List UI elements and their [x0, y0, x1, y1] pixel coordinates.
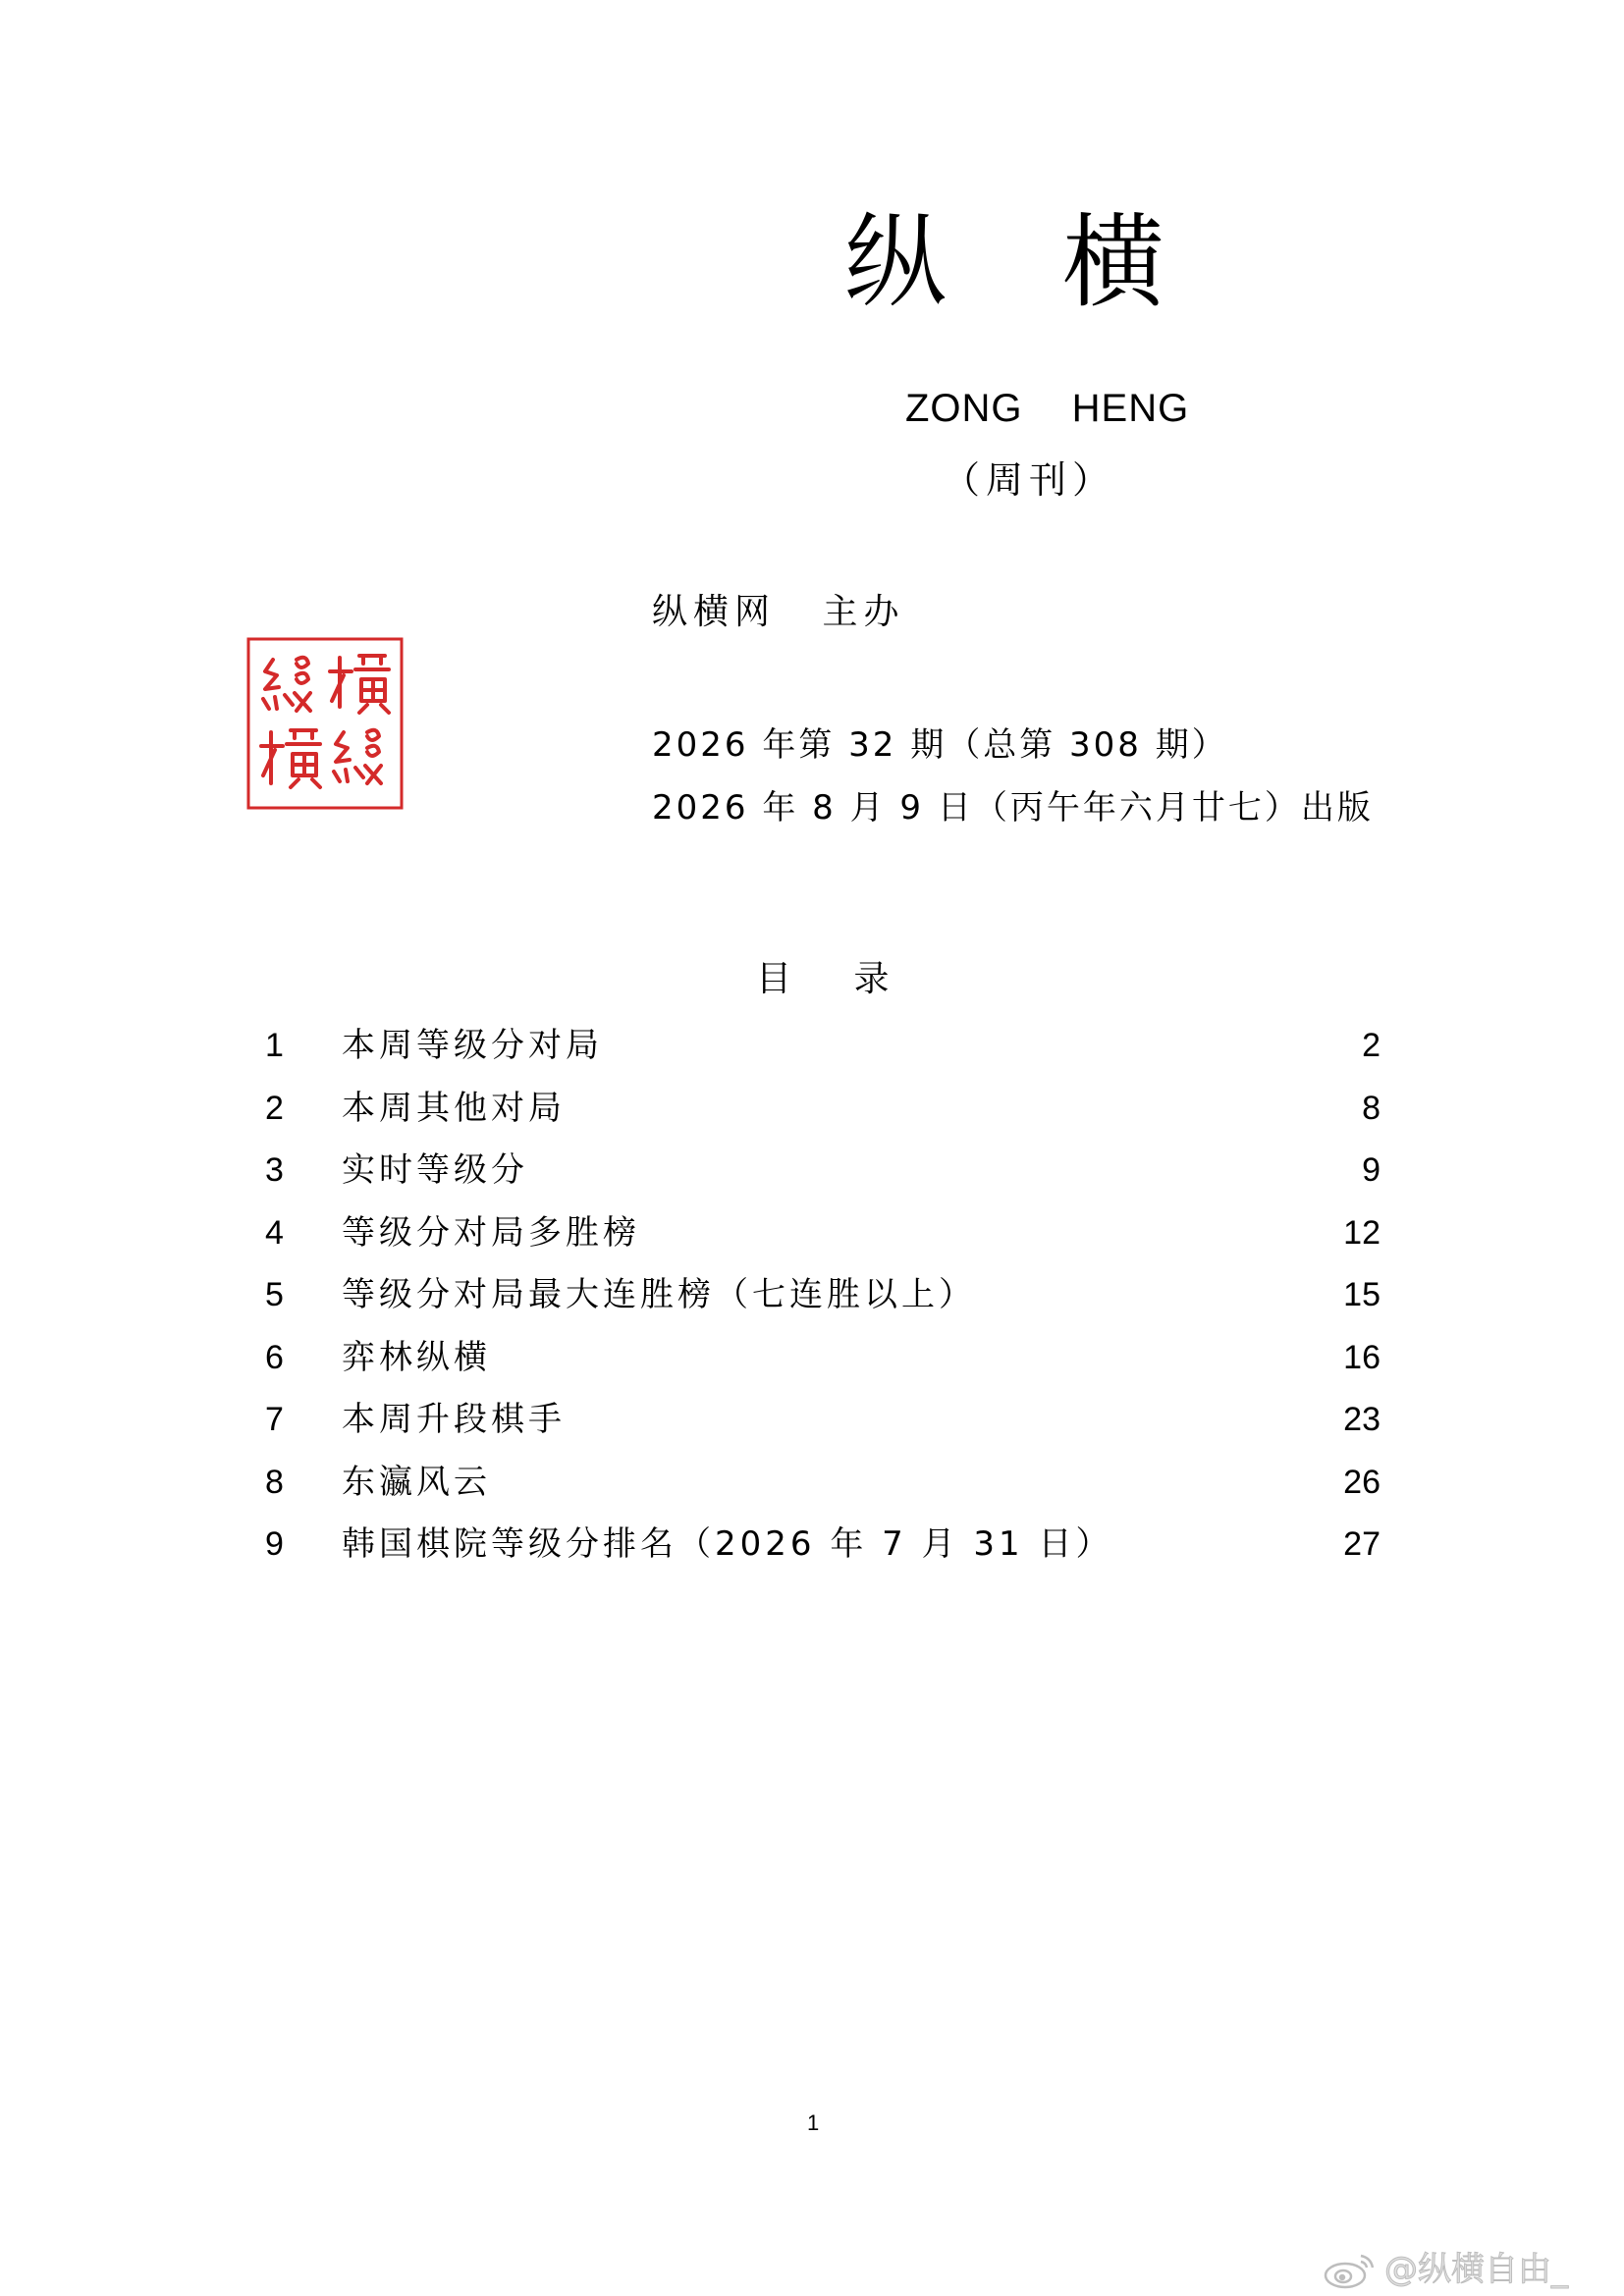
toc-entry-title: 本周等级分对局	[342, 1026, 603, 1065]
toc-entry-page: 26	[1343, 1463, 1380, 1501]
toc-entry-title: 实时等级分	[342, 1150, 528, 1190]
toc-entry-page: 2	[1362, 1027, 1380, 1064]
publication-date: 2026 年 8 月 9 日（丙午年六月廿七）出版	[652, 788, 1374, 828]
toc-entry-page: 23	[1343, 1401, 1380, 1438]
toc-entry-page: 15	[1343, 1276, 1380, 1313]
toc-entry[interactable]	[265, 1150, 1380, 1213]
toc-entry-number: 7	[265, 1401, 284, 1438]
watermark-handle: @纵横自由_	[1384, 2250, 1568, 2289]
toc-entry[interactable]	[265, 1463, 1380, 1525]
toc-entry-number: 8	[265, 1463, 284, 1501]
toc-entry-title: 东瀛风云	[342, 1462, 491, 1502]
publication-frequency: （周刊）	[943, 458, 1116, 502]
toc-entry-page: 27	[1343, 1525, 1380, 1563]
sponsor-line: 纵横网 主办	[652, 592, 905, 632]
toc-entry-number: 9	[265, 1525, 284, 1563]
toc-entry-number: 6	[265, 1338, 284, 1376]
toc-entry-title: 本周其他对局	[342, 1088, 566, 1128]
toc-entry-title: 韩国棋院等级分排名（2026 年 7 月 31 日）	[342, 1524, 1113, 1564]
toc-entry-number: 4	[265, 1213, 284, 1252]
toc-entry-number: 2	[265, 1089, 284, 1127]
toc-entry[interactable]	[265, 1275, 1380, 1338]
toc-entry-title: 等级分对局多胜榜	[342, 1212, 640, 1253]
toc-entry[interactable]	[265, 1338, 1380, 1401]
toc-entry[interactable]	[265, 1213, 1380, 1276]
issue-number: 2026 年第 32 期（总第 308 期）	[652, 725, 1228, 765]
weibo-icon	[1322, 2250, 1379, 2289]
seal-stamp-image	[245, 636, 405, 811]
toc-entry[interactable]	[265, 1026, 1380, 1089]
toc-entry-title: 弈林纵横	[342, 1337, 491, 1377]
seal-stamp	[245, 636, 405, 811]
toc-heading: 目 录	[756, 959, 895, 999]
toc-entry[interactable]	[265, 1524, 1380, 1587]
toc-entry-number: 5	[265, 1276, 284, 1313]
toc-entry-number: 3	[265, 1151, 284, 1189]
masthead-title: 纵横	[844, 202, 1281, 322]
toc-entry-number: 1	[265, 1027, 284, 1064]
toc-entry-page: 8	[1362, 1089, 1380, 1127]
watermark	[1322, 2250, 1568, 2289]
page-number: 1	[807, 2110, 820, 2135]
toc-entry-page: 16	[1343, 1338, 1380, 1376]
masthead-romanized-title: ZONG HENG	[905, 387, 1190, 430]
toc-entry-title: 本周升段棋手	[342, 1400, 566, 1439]
table-of-contents	[265, 1026, 1380, 1587]
toc-entry-page: 12	[1343, 1213, 1380, 1252]
toc-entry[interactable]	[265, 1089, 1380, 1151]
toc-entry-page: 9	[1362, 1151, 1380, 1189]
toc-entry[interactable]	[265, 1400, 1380, 1463]
toc-entry-title: 等级分对局最大连胜榜（七连胜以上）	[342, 1275, 976, 1314]
